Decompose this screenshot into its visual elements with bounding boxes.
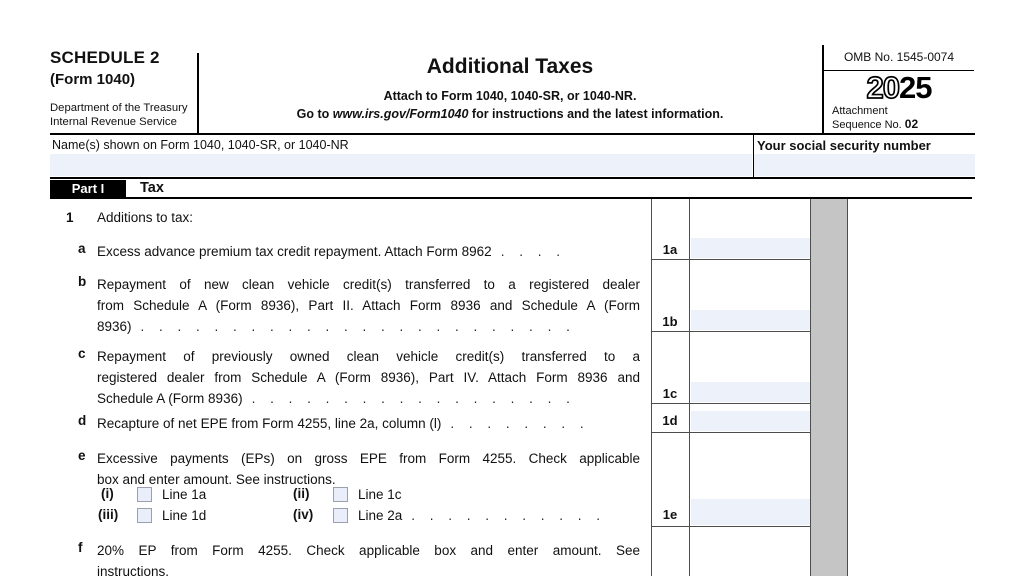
- line1d-ref: 1d: [662, 413, 678, 428]
- year-outline-digits: 20: [866, 70, 899, 105]
- line1a-ref: 1a: [662, 242, 678, 257]
- line1e-line2: box and enter amount. See instructions.: [97, 472, 336, 487]
- checkbox-iii-label: Line 1d: [162, 508, 207, 523]
- row-divider-1b: [651, 331, 811, 332]
- field-1c-amount[interactable]: [691, 382, 810, 402]
- line1-label: Additions to tax:: [97, 210, 194, 225]
- header-divider-left: [197, 53, 199, 135]
- field-1b-amount[interactable]: [691, 310, 810, 330]
- checkbox-line-2a[interactable]: [333, 508, 348, 523]
- ssn-field-label: Your social security number: [757, 138, 931, 153]
- dot-leader: . . . . . . . . . . .: [411, 508, 601, 523]
- checkbox-line-1a[interactable]: [137, 487, 152, 502]
- line1a-letter: a: [78, 241, 86, 256]
- line1c-line2: registered dealer from Schedule A (Form 8936), Part IV. Attach Form 8936 and: [97, 370, 640, 385]
- checkbox-line-1c[interactable]: [333, 487, 348, 502]
- name-field-label: Name(s) shown on Form 1040, 1040-SR, or 1040-NR: [52, 138, 349, 152]
- line1e-letter: e: [78, 448, 86, 463]
- department-lines: [50, 102, 195, 129]
- line1a-text: Excess advance premium tax credit repayment. Attach Form 8962 . . . .: [97, 244, 560, 259]
- goto-suffix: for instructions and the latest information.: [468, 107, 724, 121]
- line1-number: 1: [66, 210, 74, 225]
- line1f-letter: f: [78, 540, 83, 555]
- form-title-block: [200, 55, 820, 121]
- line1e-ref: 1e: [662, 507, 678, 522]
- row-divider-1e: [651, 526, 811, 527]
- line1c-text: [97, 346, 640, 409]
- schedule-number: SCHEDULE 2: [50, 48, 160, 67]
- goto-instruction: [200, 107, 820, 121]
- checkbox-i-label: Line 1a: [162, 487, 207, 502]
- row-divider-1d: [651, 432, 811, 433]
- name-input[interactable]: [50, 154, 752, 176]
- dot-leader: . . . . . . . .: [450, 416, 584, 431]
- line1b-ref: 1b: [662, 314, 678, 329]
- line1f-line2: instructions.: [97, 564, 170, 579]
- line1b-line1: Repayment of new clean vehicle credit(s) transferred to a registered dealer: [97, 277, 640, 292]
- line1b-line2: from Schedule A (Form 8936), Part II. Attach Form 8936 and Schedule A (Form: [97, 298, 640, 313]
- row-divider-1a: [651, 259, 811, 260]
- line1b-line3: 8936) . . . . . . . . . . . . . . . . . . . . . . . .: [97, 319, 570, 334]
- page-title: Additional Taxes: [426, 55, 594, 78]
- checkbox-iii-numeral: (iii): [98, 507, 119, 522]
- attachment-word: Attachment: [832, 105, 888, 117]
- line1c-ref: 1c: [662, 386, 678, 401]
- sequence-number: 02: [904, 116, 919, 131]
- part1-badge: Part I: [50, 180, 126, 197]
- irs-url: www.irs.gov/Form1040: [332, 107, 469, 121]
- checkbox-iv-numeral: (iv): [293, 507, 314, 522]
- field-1a-amount[interactable]: [691, 238, 810, 258]
- sequence-line: Sequence No. 02: [832, 116, 919, 131]
- dot-leader: . . . . . . . . . . . . . . . . . .: [251, 391, 570, 406]
- field-1d-amount[interactable]: [691, 411, 810, 431]
- line1d-text: Recapture of net EPE from Form 4255, line 2a, column (l) . . . . . . . .: [97, 416, 584, 431]
- line1b-text: [97, 274, 640, 337]
- line1b-letter: b: [78, 274, 87, 289]
- line1d-letter: d: [78, 413, 87, 428]
- ssn-input[interactable]: [754, 154, 975, 176]
- line1c-line3: Schedule A (Form 8936) . . . . . . . . . . . . . . . . . .: [97, 391, 570, 406]
- checkbox-ii-label: Line 1c: [358, 487, 402, 502]
- checkbox-i-numeral: (i): [101, 486, 114, 501]
- taxpayer-row: [50, 135, 975, 177]
- tax-year: [824, 72, 974, 104]
- omb-block: [824, 50, 974, 131]
- dot-leader: . . . . . . . . . . . . . . . . . . . . . . . .: [140, 319, 570, 334]
- line1c-line1: Repayment of previously owned clean vehicle credit(s) transferred to a: [97, 349, 640, 364]
- year-bold-digits: 25: [899, 70, 932, 105]
- dept-line-2: Internal Revenue Service: [50, 115, 177, 128]
- goto-prefix: Go to: [296, 107, 333, 121]
- line1c-letter: c: [78, 346, 86, 361]
- line1e-text: [97, 448, 640, 490]
- attach-instruction: Attach to Form 1040, 1040-SR, or 1040-NR.: [383, 89, 637, 103]
- line1e-line1: Excessive payments (EPs) on gross EPE from Form 4255. Check applicable: [97, 451, 640, 466]
- field-1e-amount[interactable]: [691, 499, 810, 525]
- part1-title: Tax: [140, 180, 164, 196]
- row-divider-1c: [651, 403, 811, 404]
- checkbox-ii-numeral: (ii): [293, 486, 310, 501]
- shaded-column: [811, 199, 848, 576]
- dept-line-1: Department of the Treasury: [50, 102, 188, 114]
- checkbox-iv-label: Line 2a . . . . . . . . . . .: [358, 508, 601, 523]
- form-number: (Form 1040): [50, 71, 136, 88]
- omb-number: OMB No. 1545-0074: [824, 50, 974, 71]
- checkbox-line-1d[interactable]: [137, 508, 152, 523]
- name-row-bottom-rule: [50, 177, 975, 179]
- line1f-line1: 20% EP from Form 4255. Check applicable box and enter amount. See: [97, 543, 640, 558]
- dot-leader: . . . .: [500, 244, 560, 259]
- attachment-sequence: [824, 105, 974, 131]
- form-id-block: [50, 48, 195, 129]
